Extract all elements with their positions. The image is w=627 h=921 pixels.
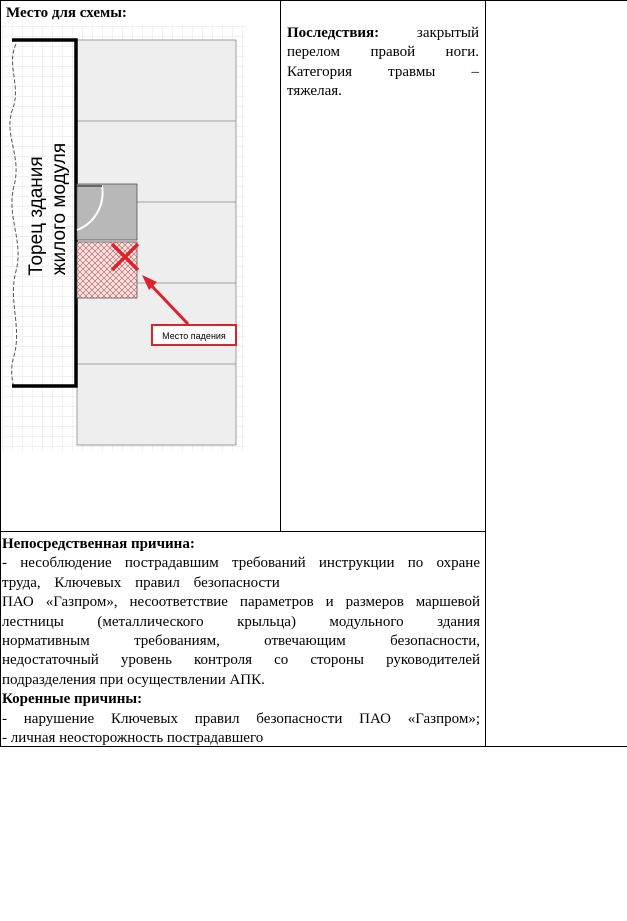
column-divider-1 — [280, 0, 281, 531]
stairs — [77, 242, 137, 298]
root-cause-line: - личная неосторожность пострадавшего — [2, 730, 264, 747]
row-divider — [0, 531, 486, 532]
consequences-block — [287, 24, 479, 102]
consequences-text-1: закрытый — [416, 25, 479, 41]
causes-block — [2, 535, 480, 748]
direct-cause-line: - несоблюдение пострадавшим требований инструкции по охране — [2, 555, 480, 572]
direct-cause-line: лестницы (металлического крыльца) модульного здания — [2, 613, 480, 630]
root-cause-title: Коренные причины: — [2, 691, 143, 708]
consequences-line-2: перелом правой ноги. — [287, 44, 479, 61]
consequences-line-4: тяжелая. — [287, 83, 342, 100]
direct-cause-line: ПАО «Газпром», несоответствие параметров и размеров маршевой — [2, 594, 480, 611]
root-cause-line: - нарушение Ключевых правил безопасности ПАО «Газпром»; — [2, 710, 480, 727]
consequences-line-3: Категория травмы – — [287, 63, 479, 80]
table-border-top — [0, 0, 627, 1]
direct-cause-line: недостаточный уровень контроля со стороны руководителей — [2, 652, 480, 669]
building-label-1: Торец здания — [26, 156, 47, 276]
accident-scheme — [2, 26, 246, 452]
fall-label: Место падения — [162, 331, 226, 341]
consequences-label: Последствия: — [287, 25, 380, 41]
direct-cause-line: труда, Ключевых правил безопасности — [2, 574, 280, 591]
table-border-left — [0, 0, 1, 747]
consequences-line-1 — [287, 24, 479, 43]
landing — [77, 184, 137, 240]
building-label-2: жилого модуля — [49, 142, 70, 276]
direct-cause-line: нормативным требованиям, отвечающим безопасности, — [2, 633, 480, 650]
column-divider-2 — [485, 0, 486, 747]
direct-cause-title: Непосредственная причина: — [2, 536, 195, 552]
direct-cause-line: подразделения при осуществлении АПК. — [2, 671, 265, 688]
scheme-title: Место для схемы: — [6, 5, 127, 21]
